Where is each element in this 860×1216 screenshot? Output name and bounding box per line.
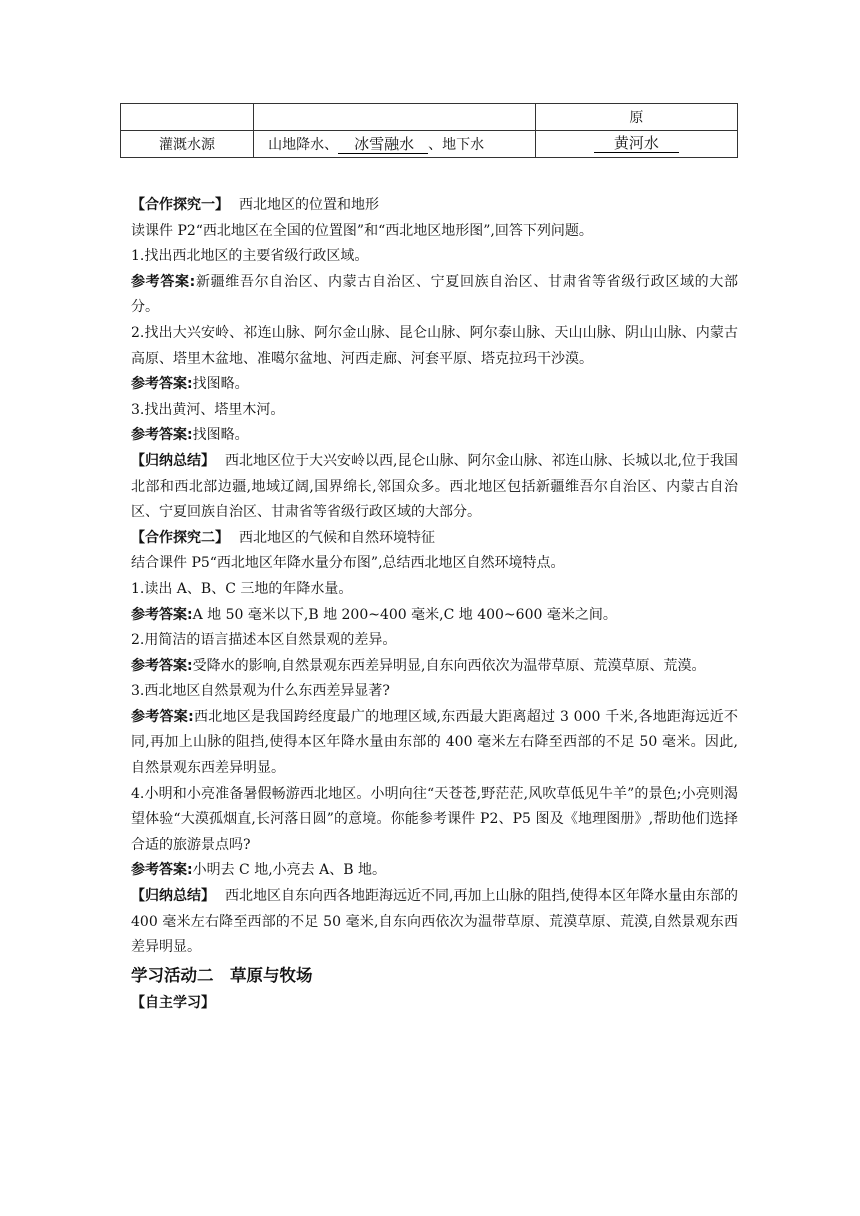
paragraph-text: 西北地区位于大兴安岭以西,昆仑山脉、阿尔金山脉、祁连山脉、长城以北,位于我国北部和西北部边疆,地域辽阔,国界绵长,邻国众多。西北地区包括新疆维吾尔自治区、内蒙古自治区、宁夏回族自治区、甘肃省等省级行政区域的大部分。 <box>131 452 738 521</box>
paragraph-text: 西北地区是我国跨经度最广的地理区域,东西最大距离超过 3 000 千米,各地距海远近不同,再加上山脉的阻挡,使得本区年降水量由东部的 400 毫米左右降至西部的不足 50 毫米。因此,自然景观东西差异明显。 <box>131 708 738 777</box>
question-paragraph: 1.找出西北地区的主要省级行政区域。 <box>131 248 369 265</box>
activity-title: 学习活动二 草原与牧场 <box>131 965 313 985</box>
question-paragraph: 读课件 P2“西北地区在全国的位置图”和“西北地区地形图”,回答下列问题。 <box>131 222 593 239</box>
answer-paragraph <box>131 603 738 629</box>
bracket-label: 【归纳总结】 <box>131 452 216 469</box>
paragraph-text: 新疆维吾尔自治区、内蒙古自治区、宁夏回族自治区、甘肃省等省级行政区域的大部分。 <box>131 273 738 316</box>
question-paragraph: 2.找出大兴安岭、祁连山脉、阿尔金山脉、昆仑山脉、阿尔泰山脉、天山山脉、阴山山脉、内蒙古高原、塔里木盆地、准噶尔盆地、河西走廊、河套平原、塔克拉玛干沙漠。 <box>131 324 738 367</box>
paragraph-text: 西北地区的位置和地形 <box>239 197 379 213</box>
question-paragraph: 结合课件 P5“西北地区年降水量分布图”,总结西北地区自然环境特点。 <box>131 555 565 572</box>
paragraph-text: A 地 50 毫米以下,B 地 200~400 毫米,C 地 400~600 毫米之间。 <box>192 606 617 623</box>
answer-label: 参考答案: <box>131 657 193 674</box>
answer-label: 参考答案: <box>131 606 193 623</box>
summary-paragraph <box>131 449 738 526</box>
paragraph-text: 找图略。 <box>192 376 249 393</box>
paragraph-text: 找图略。 <box>192 427 249 444</box>
paragraph-text: 受降水的影响,自然景观东西差异明显,自东向西依次为温带草原、荒漠草原、荒漠。 <box>192 657 706 674</box>
section-heading <box>131 193 738 219</box>
paragraph-text: 西北地区的气候和自然环境特征 <box>239 529 435 546</box>
answer-paragraph <box>131 423 738 449</box>
answer-label: 参考答案: <box>131 862 193 879</box>
worksheet-content <box>131 193 738 1016</box>
fill-blank-answer: 黄河水 <box>594 135 679 153</box>
answer-label: 参考答案: <box>131 273 196 290</box>
irrigation-table <box>120 103 738 158</box>
cell-text: 山地降水、 <box>268 137 339 153</box>
bracket-label: 【归纳总结】 <box>131 888 216 905</box>
fill-blank-answer: 冰雪融水 <box>338 136 428 154</box>
paragraph-text: 小明去 C 地,小亮去 A、B 地。 <box>192 862 386 879</box>
bracket-label: 【合作探究一】 <box>131 197 229 213</box>
paragraph-text: 西北地区自东向西各地距海远近不同,再加上山脉的阻挡,使得本区年降水量由东部的 400 毫米左右降至西部的不足 50 毫米,自东向西依次为温带草原、荒漠草原、荒漠,自然景观东西差异明显。 <box>131 888 738 956</box>
table-cell-sources <box>254 131 536 158</box>
answer-paragraph <box>131 372 738 398</box>
question-paragraph: 3.西北地区自然景观为什么东西差异显著? <box>131 683 390 700</box>
answer-label: 参考答案: <box>131 427 193 444</box>
table-cell: 原 <box>535 104 737 131</box>
answer-paragraph <box>131 858 738 884</box>
cell-text: 、地下水 <box>428 137 485 153</box>
table-cell-answer <box>535 131 737 158</box>
answer-paragraph <box>131 705 738 782</box>
table-row <box>121 131 738 158</box>
summary-paragraph <box>131 884 738 961</box>
answer-label: 参考答案: <box>131 376 193 393</box>
question-paragraph: 2.用简洁的语言描述本区自然景观的差异。 <box>131 632 397 649</box>
question-paragraph: 3.找出黄河、塔里木河。 <box>131 401 285 418</box>
section-heading <box>131 526 738 552</box>
question-paragraph: 4.小明和小亮准备暑假畅游西北地区。小明向往“天苍苍,野茫茫,风吹草低见牛羊”的景色;小亮则渴望体验“大漠孤烟直,长河落日圆”的意境。你能参考课件 P2、P5 图及《地理图册》,帮助他们选择合适的旅游景点吗? <box>131 785 738 853</box>
table-row <box>121 104 738 131</box>
table-cell <box>121 104 254 131</box>
self-study-heading: 【自主学习】 <box>131 994 215 1011</box>
bracket-label: 【合作探究二】 <box>131 529 229 546</box>
table-cell-label: 灌溉水源 <box>121 131 254 158</box>
answer-label: 参考答案: <box>131 708 194 725</box>
question-paragraph: 1.读出 A、B、C 三地的年降水量。 <box>131 580 353 597</box>
table-cell <box>254 104 536 131</box>
sections <box>131 193 738 961</box>
answer-paragraph <box>131 270 738 321</box>
answer-paragraph <box>131 654 738 680</box>
